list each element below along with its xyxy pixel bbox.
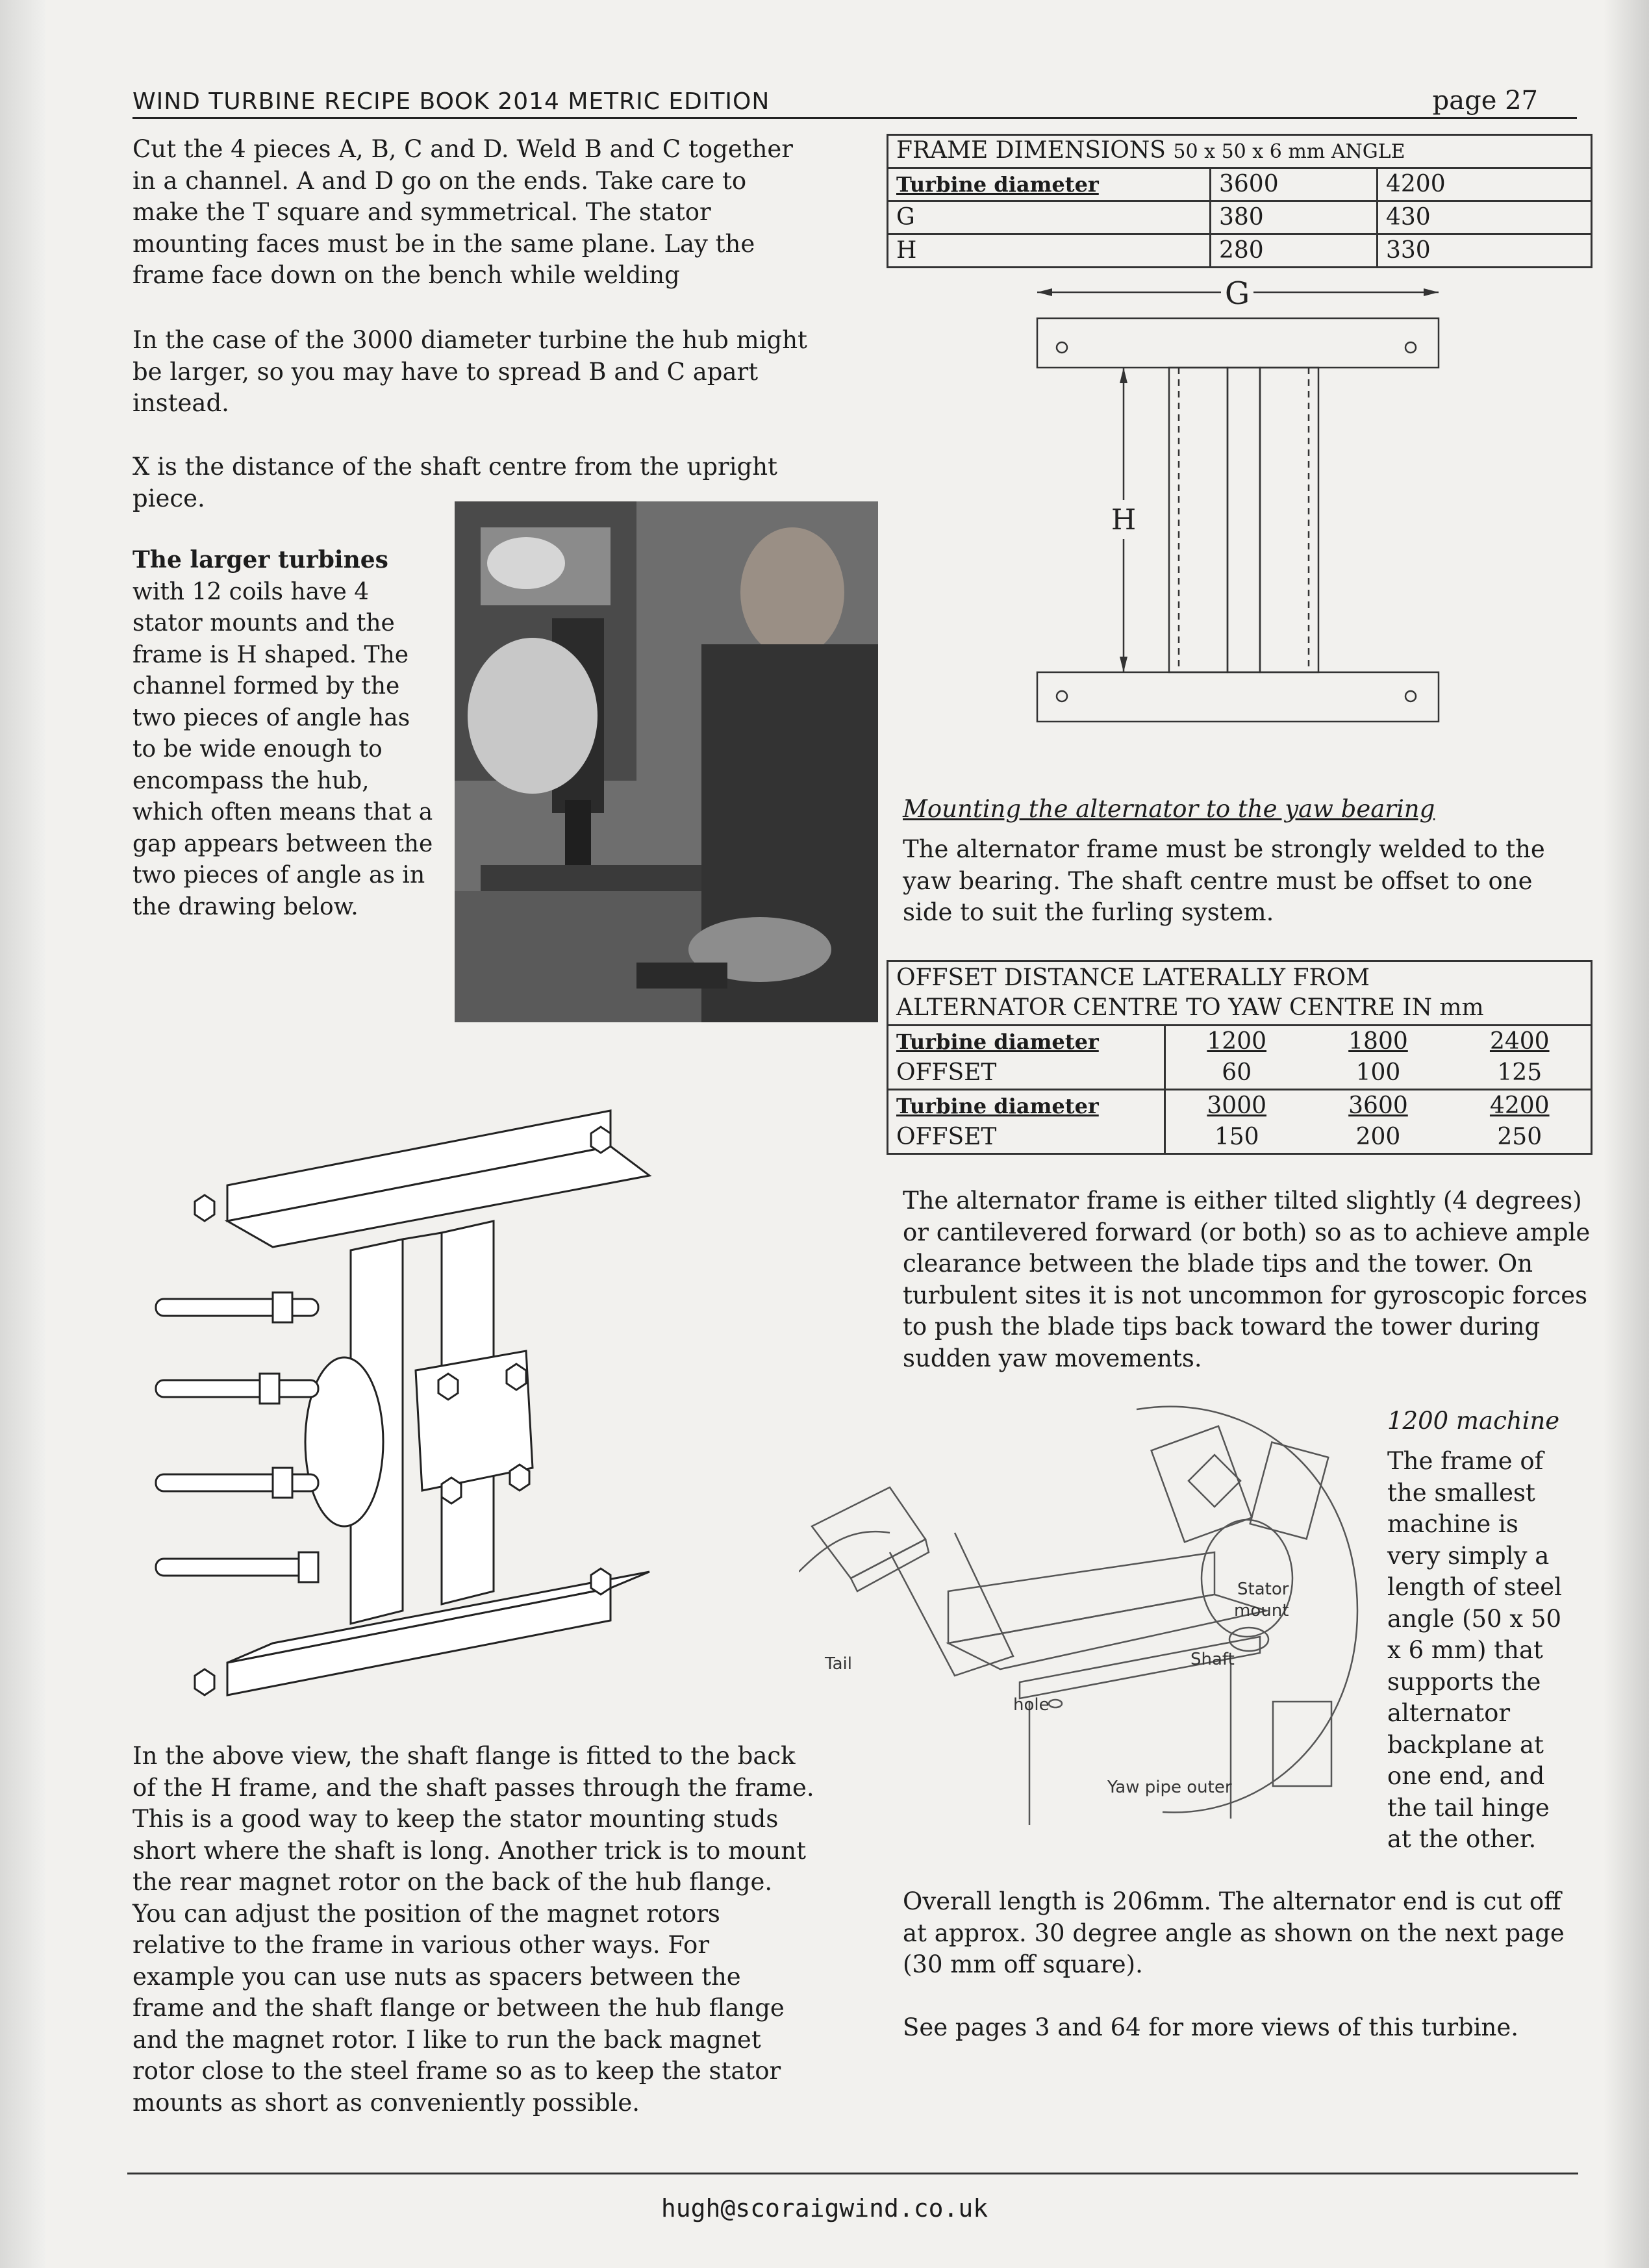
offset-table-title: OFFSET DISTANCE LATERALLY FROM ALTERNATOR CENTRE TO YAW CENTRE IN mm (888, 961, 1592, 1026)
frame-cell: G (888, 201, 1211, 234)
frame-dimensions-table (887, 134, 1592, 268)
footer-rule (127, 2173, 1578, 2174)
paragraph-larger-turbines (132, 544, 438, 923)
offset-cell: 200 (1307, 1122, 1448, 1154)
frame-dimension-diagram (1013, 273, 1468, 727)
offset-cell: 125 (1449, 1057, 1592, 1090)
frame-cell: 380 (1211, 201, 1378, 234)
section-heading-yaw-bearing: Mounting the alternator to the yaw bearing (903, 795, 1435, 823)
machine-1200-drawing (799, 1396, 1383, 1838)
offset-cell: 2400 (1449, 1026, 1592, 1058)
machine-1200-heading: 1200 machine (1387, 1407, 1560, 1435)
book-title: WIND TURBINE RECIPE BOOK 2014 METRIC EDITION (132, 88, 770, 115)
offset-cell: 150 (1165, 1122, 1308, 1154)
h-dimension-label: H (1111, 503, 1137, 536)
offset-cell: 100 (1307, 1057, 1448, 1090)
larger-turbines-text: with 12 coils have 4 stator mounts and the frame is H shaped. The channel formed by the two pieces of angle has to be wide enough to encompass the hub, which often means that a gap appears between the two pieces of angle as in the drawing below. (132, 578, 433, 920)
offset-cell: OFFSET (888, 1057, 1165, 1090)
machine-1200-text: The frame of the smallest machine is very simply a length of steel angle (50 x 50 x 6 mm) that supports the alternator backplane at one end, and the tail hinge at the other. (1387, 1447, 1562, 1853)
label-yaw-pipe: Yaw pipe outer (1107, 1778, 1232, 1797)
photo-illustration (455, 501, 878, 1022)
paragraph-x-distance: X is the distance of the shaft centre from the upright piece. (132, 453, 777, 512)
frame-cell: 430 (1378, 201, 1592, 234)
offset-cell: Turbine diameter (888, 1026, 1165, 1058)
offset-cell: 1200 (1165, 1026, 1308, 1058)
g-dimension-label: G (1224, 275, 1250, 312)
footer-email: hugh@scoraigwind.co.uk (661, 2194, 988, 2223)
label-stator: Stator (1237, 1580, 1289, 1599)
page-edge-shadow-right (1604, 0, 1649, 2268)
page-header (132, 83, 1577, 119)
label-hole: hole (1013, 1695, 1050, 1715)
offset-cell: 3600 (1348, 1092, 1408, 1119)
offset-cell: 3000 (1207, 1092, 1267, 1119)
offset-cell: Turbine diameter (888, 1090, 1165, 1122)
offset-cell: OFFSET (888, 1122, 1165, 1154)
page-number: page 27 (1432, 86, 1538, 116)
h-frame-3d-drawing (143, 1104, 662, 1721)
workshop-photo (455, 501, 878, 1022)
paragraph-tilted-frame: The alternator frame is either tilted slightly (4 degrees) or cantilevered forward (or both) so as to achieve ample clearance between the blade tips and the tower. On turbulent sites it is not uncommon for gyroscopic forces to push the blade tips back toward the tower during sudden yaw movements. (903, 1187, 1591, 1372)
frame-header-cell: 4200 (1378, 168, 1592, 201)
frame-cell: 330 (1378, 234, 1592, 268)
frame-cell: 280 (1211, 234, 1378, 268)
offset-cell: 250 (1449, 1122, 1592, 1154)
frame-cell: H (888, 234, 1211, 268)
offset-cell: 4200 (1449, 1090, 1592, 1122)
paragraph-overall-length: Overall length is 206mm. The alternator end is cut off at approx. 30 degree angle as shown on the next page (30 mm off square). (903, 1887, 1565, 1978)
frame-header-cell: Turbine diameter (888, 168, 1211, 201)
offset-distance-table (887, 960, 1592, 1155)
paragraph-alternator-frame: The alternator frame must be strongly welded to the yaw bearing. The shaft centre must be offset to one side to suit the furling system. (903, 835, 1545, 926)
paragraph-above-view: In the above view, the shaft flange is fitted to the back of the H frame, and the shaft passes through the frame. This is a good way to keep the stator mounting studs short where the shaft is long. Another trick is to mount the rear magnet rotor on the back of the hub flange. You can adjust the position of the magnet rotors relative to the frame in various other ways. For example you can use nuts as spacers between the frame and the shaft flange or between the hub flange and the magnet rotor. I like to run the back magnet rotor close to the steel frame so as to keep the stator mounts as short as conveniently possible. (132, 1742, 814, 2117)
label-mount: mount (1234, 1601, 1289, 1620)
paragraph-3000-turbine: In the case of the 3000 diameter turbine the hub might be larger, so you may have to spread B and C apart instead. (132, 326, 807, 417)
label-shaft: Shaft (1190, 1650, 1235, 1669)
frame-header-cell: 3600 (1211, 168, 1378, 201)
offset-cell: 1800 (1307, 1026, 1448, 1058)
frame-table-title: FRAME DIMENSIONS 50 x 50 x 6 mm ANGLE (888, 135, 1592, 168)
paragraph-cut-pieces: Cut the 4 pieces A, B, C and D. Weld B and C together in a channel. A and D go on the ends. Take care to make the T square and symmetrical. The stator mounting faces must be in the same plane. Lay the frame face down on the bench while welding (132, 135, 793, 289)
label-tail: Tail (825, 1654, 852, 1674)
paragraph-see-pages: See pages 3 and 64 for more views of this turbine. (903, 2013, 1519, 2041)
offset-cell: 60 (1165, 1057, 1308, 1090)
page-edge-shadow (0, 0, 45, 2268)
larger-turbines-heading: The larger turbines (132, 546, 388, 573)
